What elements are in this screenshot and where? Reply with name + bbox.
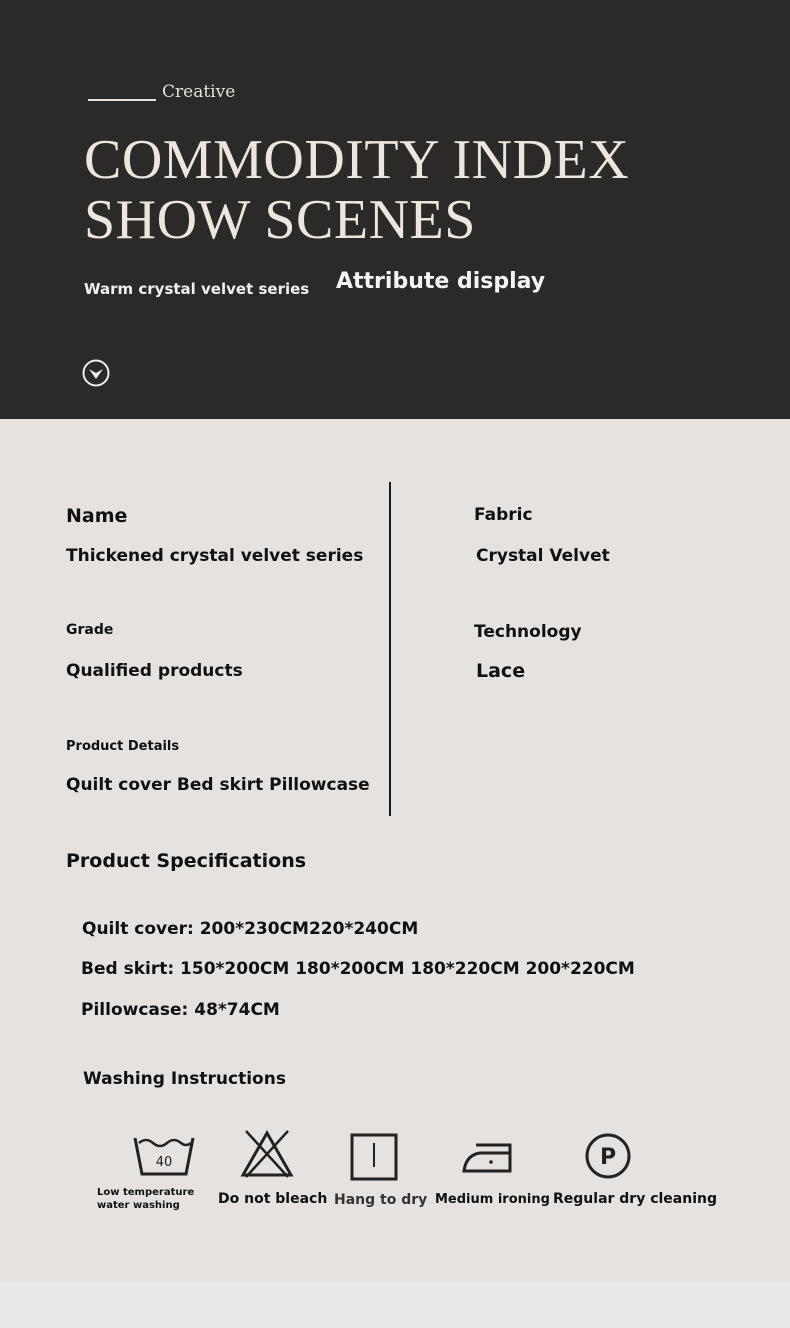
care-label-hang: Hang to dry <box>334 1192 428 1208</box>
grade-label: Grade <box>66 622 114 638</box>
details-label: Product Details <box>66 739 180 754</box>
hero-title <box>84 130 629 250</box>
name-label: Name <box>66 505 128 527</box>
hero-title-line2: SHOW SCENES <box>84 189 476 251</box>
medium-iron-icon <box>460 1141 514 1175</box>
spec-quilt-cover: Quilt cover: 200*230CM220*240CM <box>82 919 419 939</box>
technology-value: Lace <box>476 660 526 682</box>
fabric-label: Fabric <box>474 505 533 525</box>
series-subtitle: Warm crystal velvet series <box>84 280 310 298</box>
eyebrow-text: Creative <box>162 82 236 102</box>
bottom-strip <box>0 1282 790 1328</box>
hero-banner <box>0 0 790 419</box>
spec-pillowcase: Pillowcase: 48*74CM <box>81 1000 280 1020</box>
hang-dry-icon <box>350 1133 398 1181</box>
name-value: Thickened crystal velvet series <box>66 546 364 566</box>
details-value: Quilt cover Bed skirt Pillowcase <box>66 775 370 795</box>
care-label-bleach: Do not bleach <box>218 1191 328 1207</box>
washing-title: Washing Instructions <box>83 1069 286 1089</box>
column-divider <box>389 482 391 816</box>
dry-clean-letter: P <box>599 1145 617 1170</box>
no-bleach-icon <box>240 1129 294 1179</box>
specifications-title: Product Specifications <box>66 850 307 872</box>
technology-label: Technology <box>474 622 582 642</box>
wash-40-icon <box>133 1135 195 1177</box>
wash-temp: 40 <box>155 1155 173 1170</box>
attributes-panel <box>0 419 790 1282</box>
chevron-down-circle-icon[interactable] <box>82 359 110 387</box>
dry-clean-p-icon <box>584 1132 632 1180</box>
eyebrow-rule <box>88 99 156 101</box>
care-label-iron: Medium ironing <box>435 1192 550 1207</box>
hero-title-line1: COMMODITY INDEX <box>84 129 630 191</box>
fabric-value: Crystal Velvet <box>476 546 610 566</box>
grade-value: Qualified products <box>66 661 243 681</box>
spec-bed-skirt: Bed skirt: 150*200CM 180*200CM 180*220CM 200*220CM <box>81 959 635 979</box>
attribute-heading: Attribute display <box>336 269 546 294</box>
care-label-wash: Low temperature water washing <box>97 1187 195 1211</box>
care-label-dryclean: Regular dry cleaning <box>553 1191 718 1207</box>
